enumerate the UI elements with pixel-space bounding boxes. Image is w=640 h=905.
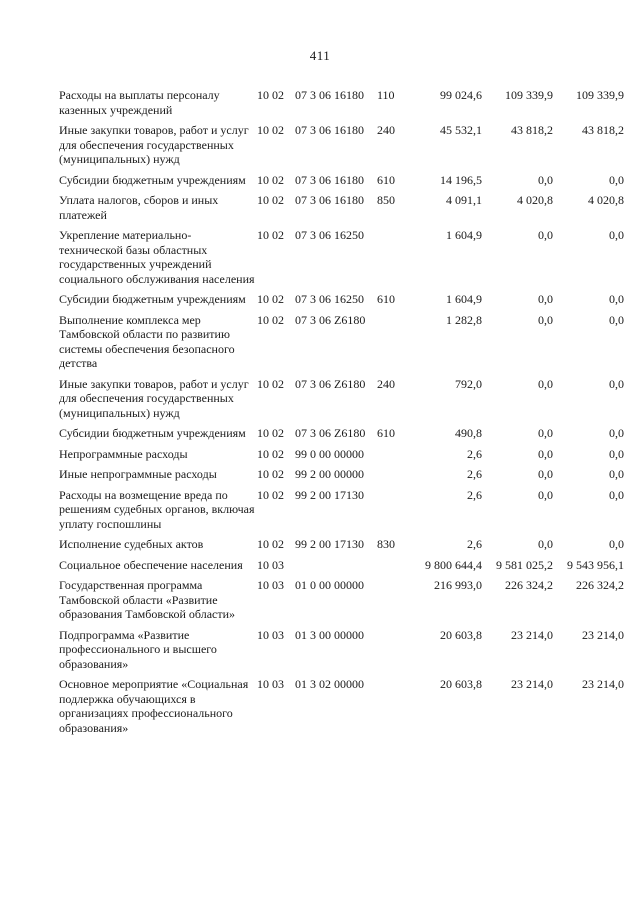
amount-year-3: 0,0 xyxy=(609,446,624,461)
expense-name: Укрепление материально-технической базы областных государственных учреждений социального обслуживания населения xyxy=(59,228,255,286)
target-article-code: 07 3 06 16250 xyxy=(295,292,364,306)
amount-year-3: 0,0 xyxy=(609,467,624,481)
table-row xyxy=(59,467,624,482)
target-article-code: 07 3 06 16180 xyxy=(295,193,364,207)
amount-year-3: 0,0 xyxy=(609,376,624,391)
amount-year-3: 0,0 xyxy=(609,312,624,327)
section-code: 10 03 xyxy=(257,627,284,642)
expense-name: Уплата налогов, сборов и иных платежей xyxy=(59,193,219,222)
amount-year-3: 0,0 xyxy=(609,292,624,306)
amount-year-1: 1 282,8 xyxy=(446,312,482,327)
table-row xyxy=(59,228,624,286)
amount-year-2: 0,0 xyxy=(538,446,553,461)
section-code: 10 02 xyxy=(257,292,284,306)
budget-table xyxy=(59,88,624,741)
table-row xyxy=(59,88,624,117)
target-article-code: 01 0 00 00000 xyxy=(295,578,364,592)
table-row xyxy=(59,447,624,462)
section-code: 10 02 xyxy=(257,446,284,461)
target-article-code: 99 0 00 00000 xyxy=(295,446,364,461)
expense-name: Выполнение комплекса мер Тамбовской области по развитию системы обеспечения безопасного детства xyxy=(59,312,235,370)
amount-year-1: 792,0 xyxy=(455,376,482,391)
expense-name: Иные непрограммные расходы xyxy=(59,467,217,481)
expense-name: Расходы на выплаты персоналу казенных учреждений xyxy=(59,88,220,117)
amount-year-3: 4 020,8 xyxy=(588,193,624,207)
amount-year-3: 0,0 xyxy=(609,172,624,187)
target-article-code: 99 2 00 17130 xyxy=(295,487,364,502)
amount-year-2: 109 339,9 xyxy=(505,88,553,102)
amount-year-3: 109 339,9 xyxy=(576,88,624,102)
target-article-code: 07 3 06 16180 xyxy=(295,123,364,137)
amount-year-3: 9 543 956,1 xyxy=(567,557,624,572)
amount-year-3: 43 818,2 xyxy=(582,123,624,137)
table-row xyxy=(59,377,624,421)
expense-name: Субсидии бюджетным учреждениям xyxy=(59,292,246,306)
expense-name: Иные закупки товаров, работ и услуг для обеспечения государственных (муниципальных) нужд xyxy=(59,123,249,166)
amount-year-2: 0,0 xyxy=(538,487,553,502)
expense-name: Подпрограмма «Развитие профессионального и высшего образования» xyxy=(59,627,217,671)
section-code: 10 02 xyxy=(257,312,284,327)
amount-year-1: 1 604,9 xyxy=(446,228,482,242)
table-row xyxy=(59,426,624,441)
amount-year-1: 2,6 xyxy=(467,487,482,502)
expense-name: Субсидии бюджетным учреждениям xyxy=(59,172,246,187)
table-row xyxy=(59,173,624,188)
target-article-code: 07 3 06 16250 xyxy=(295,228,364,242)
amount-year-1: 2,6 xyxy=(467,446,482,461)
section-code: 10 03 xyxy=(257,557,284,572)
target-article-code: 01 3 02 00000 xyxy=(295,677,364,691)
amount-year-1: 45 532,1 xyxy=(440,123,482,137)
expense-type-code: 610 xyxy=(377,172,395,187)
table-row xyxy=(59,123,624,167)
amount-year-2: 43 818,2 xyxy=(511,123,553,137)
page-number: 411 xyxy=(309,48,331,63)
expense-type-code: 830 xyxy=(377,537,395,551)
section-code: 10 02 xyxy=(257,487,284,502)
table-row xyxy=(59,313,624,371)
expense-type-code: 240 xyxy=(377,123,395,137)
expense-name: Основное мероприятие «Социальная подлержка обучающихся в организациях профессионального образования» xyxy=(59,677,249,735)
table-row xyxy=(59,628,624,672)
target-article-code: 07 3 06 Z6180 xyxy=(295,312,366,327)
section-code: 10 02 xyxy=(257,426,284,440)
expense-name: Расходы на возмещение вреда по решениям судебных органов, включая уплату госпошлины xyxy=(59,487,255,531)
section-code: 10 02 xyxy=(257,123,284,137)
table-row xyxy=(59,488,624,532)
amount-year-2: 0,0 xyxy=(538,312,553,327)
target-article-code: 07 3 06 16180 xyxy=(295,172,364,187)
table-row xyxy=(59,558,624,573)
amount-year-3: 23 214,0 xyxy=(582,627,624,642)
amount-year-2: 9 581 025,2 xyxy=(496,557,553,572)
section-code: 10 02 xyxy=(257,228,284,242)
amount-year-2: 0,0 xyxy=(538,426,553,440)
expense-type-code: 240 xyxy=(377,376,395,391)
table-row xyxy=(59,193,624,222)
amount-year-1: 2,6 xyxy=(467,467,482,481)
amount-year-1: 9 800 644,4 xyxy=(425,557,482,572)
target-article-code: 07 3 06 Z6180 xyxy=(295,426,366,440)
section-code: 10 02 xyxy=(257,88,284,102)
target-article-code: 01 3 00 00000 xyxy=(295,627,364,642)
amount-year-3: 0,0 xyxy=(609,228,624,242)
amount-year-2: 0,0 xyxy=(538,228,553,242)
amount-year-2: 0,0 xyxy=(538,376,553,391)
amount-year-2: 23 214,0 xyxy=(511,677,553,691)
amount-year-2: 0,0 xyxy=(538,172,553,187)
expense-type-code: 110 xyxy=(377,88,395,102)
section-code: 10 02 xyxy=(257,172,284,187)
expense-name: Субсидии бюджетным учреждениям xyxy=(59,426,246,440)
amount-year-1: 216 993,0 xyxy=(434,578,482,592)
amount-year-2: 23 214,0 xyxy=(511,627,553,642)
amount-year-2: 0,0 xyxy=(538,467,553,481)
amount-year-2: 0,0 xyxy=(538,292,553,306)
target-article-code: 07 3 06 16180 xyxy=(295,88,364,102)
expense-name: Исполнение судебных актов xyxy=(59,537,204,551)
expense-name: Иные закупки товаров, работ и услуг для обеспечения государственных (муниципальных) нужд xyxy=(59,376,249,420)
amount-year-1: 20 603,8 xyxy=(440,627,482,642)
expense-type-code: 610 xyxy=(377,426,395,440)
expense-name: Непрограммные расходы xyxy=(59,446,188,461)
target-article-code: 99 2 00 00000 xyxy=(295,467,364,481)
table-row xyxy=(59,292,624,307)
amount-year-3: 0,0 xyxy=(609,537,624,551)
table-row xyxy=(59,537,624,552)
amount-year-3: 0,0 xyxy=(609,487,624,502)
section-code: 10 02 xyxy=(257,537,284,551)
amount-year-3: 23 214,0 xyxy=(582,677,624,691)
amount-year-1: 490,8 xyxy=(455,426,482,440)
amount-year-1: 2,6 xyxy=(467,537,482,551)
table-row xyxy=(59,677,624,735)
amount-year-2: 226 324,2 xyxy=(505,578,553,592)
expense-name: Социальное обеспечение населения xyxy=(59,557,243,572)
expense-type-code: 610 xyxy=(377,292,395,306)
amount-year-1: 4 091,1 xyxy=(446,193,482,207)
section-code: 10 02 xyxy=(257,376,284,391)
expense-type-code: 850 xyxy=(377,193,395,207)
amount-year-1: 20 603,8 xyxy=(440,677,482,691)
amount-year-3: 226 324,2 xyxy=(576,578,624,592)
amount-year-1: 1 604,9 xyxy=(446,292,482,306)
amount-year-1: 14 196,5 xyxy=(440,172,482,187)
amount-year-2: 0,0 xyxy=(538,537,553,551)
amount-year-2: 4 020,8 xyxy=(517,193,553,207)
expense-name: Государственная программа Тамбовской области «Развитие образования Тамбовской области» xyxy=(59,578,236,621)
section-code: 10 03 xyxy=(257,578,284,592)
section-code: 10 03 xyxy=(257,677,284,691)
section-code: 10 02 xyxy=(257,193,284,207)
amount-year-1: 99 024,6 xyxy=(440,88,482,102)
amount-year-3: 0,0 xyxy=(609,426,624,440)
table-row xyxy=(59,578,624,622)
target-article-code: 07 3 06 Z6180 xyxy=(295,376,366,391)
target-article-code: 99 2 00 17130 xyxy=(295,537,364,551)
section-code: 10 02 xyxy=(257,467,284,481)
